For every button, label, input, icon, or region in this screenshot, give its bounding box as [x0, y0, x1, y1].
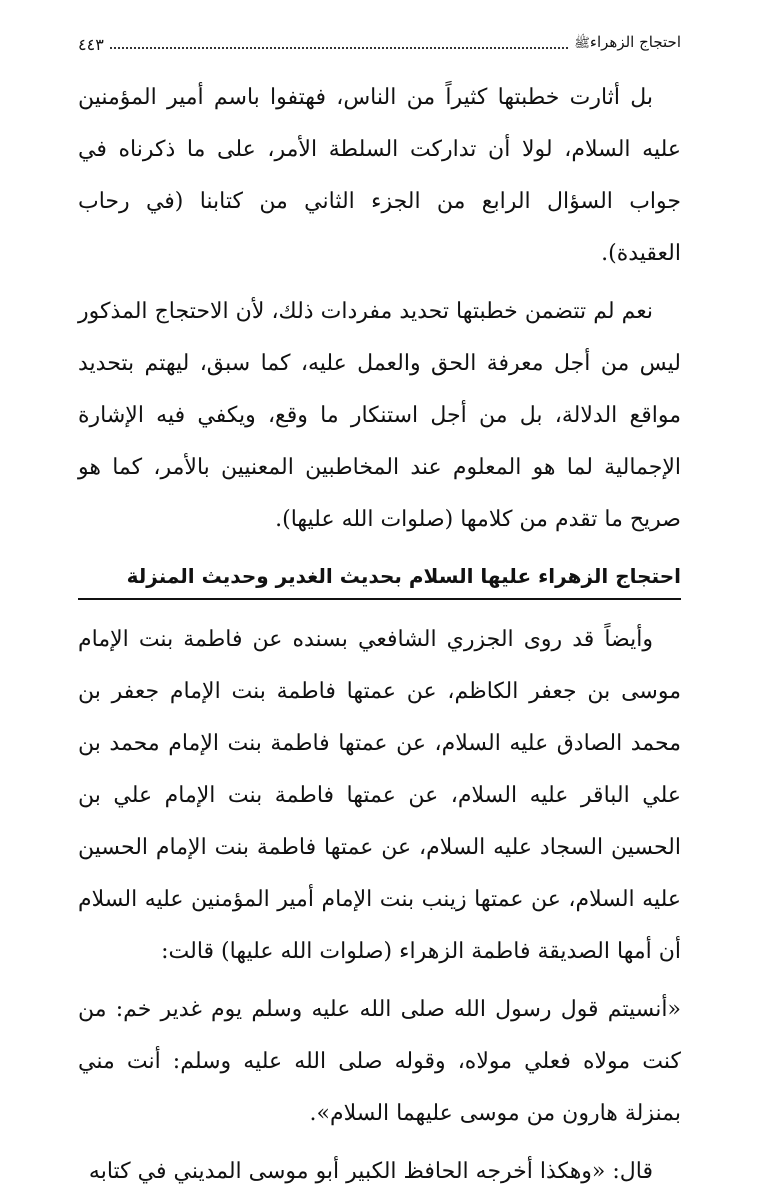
- paragraph-5: قال: «وهكذا أخرجه الحافظ الكبير أبو موسى المديني في كتابه: [88, 1159, 653, 1184]
- paragraph-1: بل أثارت خطبتها كثيراً من الناس، فهتفوا باسم أمير المؤمنين عليه السلام، لولا أن تداركت السلطة الأمر، على ما ذكرناه في جواب السؤال الرابع من الجزء الثاني من كتابنا (في رحاب العقيدة).: [78, 85, 681, 266]
- paragraph-3: وأيضاً قد روى الجزري الشافعي بسنده عن فاطمة بنت الإمام موسى بن جعفر الكاظم، عن عمتها فاطمة بنت الإمام جعفر بن محمد الصادق عليه السلام، عن عمتها فاطمة بنت الإمام محمد بن علي الباقر عليه السلام، عن عمتها فاطمة بنت الإمام علي بن الحسين السجاد عليه السلام، عن عمتها فاطمة بنت الإمام الحسين عليه السلام، عن عمتها زينب بنت الإمام أمير المؤمنين عليه السلام أن أمها الصديقة فاطمة الزهراء (صلوات الله عليها) قالت:: [78, 627, 681, 964]
- honorific-mark-icon: ﷺ: [574, 36, 590, 51]
- running-header-title: [574, 33, 681, 54]
- running-header: [78, 30, 681, 54]
- page-number: ٤٤٣: [78, 35, 104, 54]
- dotted-leader: [110, 47, 568, 49]
- hadith-quote: «أنسيتم قول رسول الله صلى الله عليه وسلم يوم غدير خم: من كنت مولاه فعلي مولاه، وقوله صلى الله عليه وسلم: أنت مني بمنزلة هارون من موسى عليهما السلام».: [78, 997, 681, 1126]
- running-header-title-text: احتجاج الزهراء: [589, 33, 681, 51]
- body-text: [78, 72, 681, 1204]
- section-heading: احتجاج الزهراء عليها السلام بحديث الغدير وحديث المنزلة: [78, 556, 681, 600]
- paragraph-2: نعم لم تتضمن خطبتها تحديد مفردات ذلك، لأن الاحتجاج المذكور ليس من أجل معرفة الحق والعمل عليه، كما سبق، ليهتم بتحديد مواقع الدلالة، بل من أجل استنكار ما وقع، ويكفي فيه الإشارة الإجمالية لما هو المعلوم عند المخاطبين المعنيين بالأمر، كما هو صريح ما تقدم من كلامها (صلوات الله عليها).: [78, 299, 681, 532]
